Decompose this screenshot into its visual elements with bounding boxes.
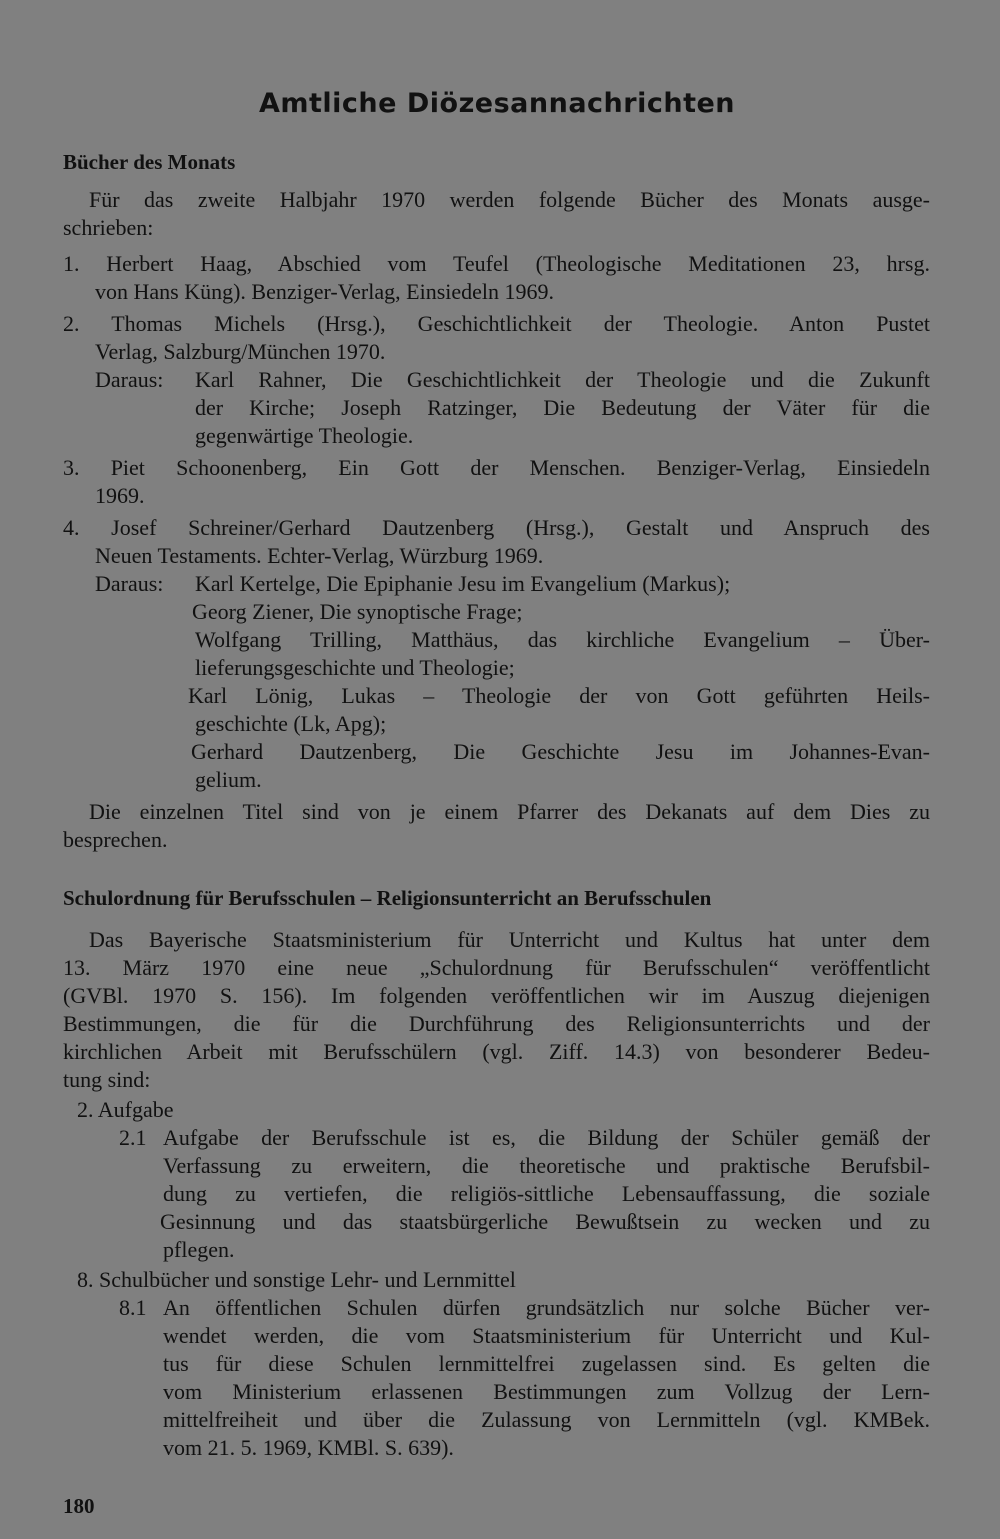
daraus-entry: gegenwärtige Theologie. <box>195 423 414 448</box>
daraus-entry: lieferungsgeschichte und Theologie; <box>195 655 515 680</box>
intro-line: Das Bayerische Staatsministerium für Unterricht und Kultus hat unter dem <box>89 927 930 952</box>
section-heading-schulordnung: Schulordnung für Berufsschulen – Religionsunterricht an Berufsschulen <box>63 886 712 910</box>
rule-number-8-1: 8.1 <box>119 1295 147 1320</box>
rule-text: mittelfreiheit und über die Zulassung von Lernmitteln (vgl. KMBek. <box>163 1407 930 1432</box>
rule-text: pflegen. <box>163 1237 235 1262</box>
book-item-3-cont: 1969. <box>95 483 145 508</box>
intro-line: tung sind: <box>63 1067 151 1092</box>
closing-line: besprechen. <box>63 827 168 852</box>
daraus-entry: Karl Kertelge, Die Epiphanie Jesu im Evangelium (Markus); <box>195 571 731 596</box>
rule-heading-2: 2. Aufgabe <box>77 1097 174 1122</box>
daraus-entry: Georg Ziener, Die synoptische Frage; <box>192 599 523 624</box>
rule-text: tus für diese Schulen lernmittelfrei zugelassen sind. Es gelten die <box>163 1351 930 1376</box>
daraus-entry: Gerhard Dautzenberg, Die Geschichte Jesu im Johannes-Evan- <box>191 739 930 764</box>
rule-text: Verfassung zu erweitern, die theoretische und praktische Berufsbil- <box>163 1153 930 1178</box>
intro-line: schrieben: <box>63 215 154 240</box>
book-item-4-cont: Neuen Testaments. Echter-Verlag, Würzburg 1969. <box>95 543 544 568</box>
rule-text: vom 21. 5. 1969, KMBl. S. 639). <box>163 1435 454 1460</box>
intro-line: (GVBl. 1970 S. 156). Im folgenden veröffentlichen wir im Auszug diejenigen <box>63 983 930 1008</box>
daraus-entry: Karl Lönig, Lukas – Theologie der von Gott geführten Heils- <box>188 683 930 708</box>
rule-text: wendet werden, die vom Staatsministerium für Unterricht und Kul- <box>163 1323 930 1348</box>
book-item-4: 4. Josef Schreiner/Gerhard Dautzenberg (Hrsg.), Gestalt und Anspruch des <box>63 515 930 540</box>
rule-text: An öffentlichen Schulen dürfen grundsätzlich nur solche Bücher ver- <box>163 1295 930 1320</box>
intro-line: kirchlichen Arbeit mit Berufsschülern (vgl. Ziff. 14.3) von besonderer Bedeu- <box>63 1039 930 1064</box>
closing-line: Die einzelnen Titel sind von je einem Pfarrer des Dekanats auf dem Dies zu <box>89 799 930 824</box>
rule-text: Gesinnung und das staatsbürgerliche Bewußtsein zu wecken und zu <box>160 1209 930 1234</box>
daraus-entry: gelium. <box>195 767 262 792</box>
section-heading-buecher-des-monats: Bücher des Monats <box>63 150 236 174</box>
book-item-2: 2. Thomas Michels (Hrsg.), Geschichtlichkeit der Theologie. Anton Pustet <box>63 311 930 336</box>
book-item-3: 3. Piet Schoonenberg, Ein Gott der Menschen. Benziger-Verlag, Einsiedeln <box>63 455 930 480</box>
book-item-2-cont: Verlag, Salzburg/München 1970. <box>95 339 386 364</box>
daraus-label: Daraus: <box>95 571 164 596</box>
rule-text: vom Ministerium erlassenen Bestimmungen zum Vollzug der Lern- <box>163 1379 930 1404</box>
daraus-entry: der Kirche; Joseph Ratzinger, Die Bedeutung der Väter für die <box>195 395 930 420</box>
daraus-entry: geschichte (Lk, Apg); <box>195 711 387 736</box>
book-item-1-cont: von Hans Küng). Benziger-Verlag, Einsiedeln 1969. <box>95 279 555 304</box>
page-title: Amtliche Diözesannachrichten <box>258 88 736 119</box>
rule-heading-8: 8. Schulbücher und sonstige Lehr- und Lernmittel <box>77 1267 516 1292</box>
daraus-label: Daraus: <box>95 367 164 392</box>
intro-line: Für das zweite Halbjahr 1970 werden folgende Bücher des Monats ausge- <box>89 187 930 212</box>
book-item-1: 1. Herbert Haag, Abschied vom Teufel (Theologische Meditationen 23, hrsg. <box>63 251 930 276</box>
rule-text: Aufgabe der Berufsschule ist es, die Bildung der Schüler gemäß der <box>163 1125 930 1150</box>
intro-line: 13. März 1970 eine neue „Schulordnung für Berufsschulen“ veröffentlicht <box>63 955 930 980</box>
daraus-entry: Karl Rahner, Die Geschichtlichkeit der Theologie und die Zukunft <box>195 367 930 392</box>
rule-number-2-1: 2.1 <box>119 1125 147 1150</box>
intro-line: Bestimmungen, die für die Durchführung des Religionsunterrichts und der <box>63 1011 930 1036</box>
rule-text: dung zu vertiefen, die religiös-sittliche Lebensauffassung, die soziale <box>163 1181 930 1206</box>
daraus-entry: Wolfgang Trilling, Matthäus, das kirchliche Evangelium – Über- <box>195 627 930 652</box>
page-number: 180 <box>63 1494 95 1518</box>
